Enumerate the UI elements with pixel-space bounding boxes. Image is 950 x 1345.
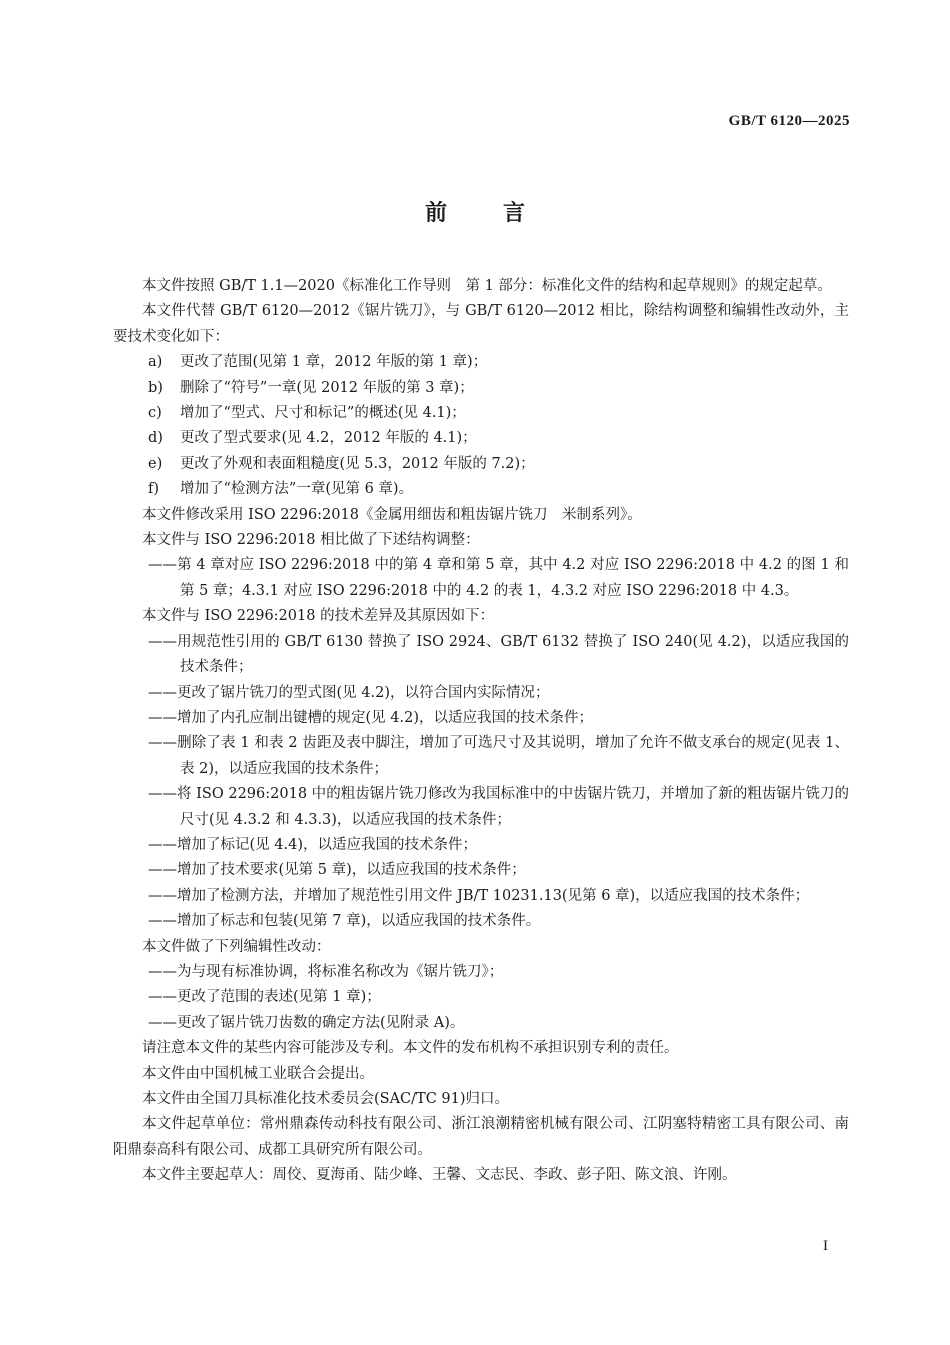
tech-diff-item [113,630,849,681]
editorial-item [113,985,849,1010]
change-item-text: 删除了“符号”一章(见 2012 年版的第 3 章)； [180,379,474,396]
tech-diff-text: ——增加了标记(见 4.4)，以适应我国的技术条件； [148,836,477,853]
change-item [113,376,849,401]
tech-diff-text: ——用规范性引用的 GB/T 6130 替换了 ISO 2924、GB/T 6132 替换了 ISO 240(见 4.2)，以适应我国的技术条件； [148,633,849,676]
tech-diff-item [113,858,849,883]
tech-diff-item [113,884,849,909]
document-body [113,274,849,1189]
adoption-paragraph: 本文件修改采用 ISO 2296:2018《金属用细齿和粗齿锯片铣刀 米制系列》。 [142,506,642,523]
tech-diff-text: ——增加了技术要求(见第 5 章)，以适应我国的技术条件； [148,862,526,879]
tech-diff-text: ——增加了标志和包装(见第 7 章)，以适应我国的技术条件。 [148,913,541,930]
change-item-label: c) [148,405,162,422]
change-item-text: 增加了“型式、尺寸和标记”的概述(见 4.1)； [180,405,466,422]
change-item [113,477,849,502]
tech-diff-item [113,909,849,934]
committee-paragraph: 本文件由全国刀具标准化技术委员会(SAC/TC 91)归口。 [142,1091,510,1107]
page-number: I [823,1238,828,1254]
change-item [113,401,849,426]
change-item-text: 增加了“检测方法”一章(见第 6 章)。 [180,481,414,498]
change-item [113,350,849,375]
editorial-item-text: ——更改了范围的表述(见第 1 章)； [148,989,381,1006]
change-item-text: 更改了型式要求(见 4.2，2012 年版的 4.1)； [180,430,477,447]
change-item-label: b) [148,379,163,396]
tech-diff-item [113,782,849,833]
drafters-paragraph: 本文件主要起草人：周佼、夏海甬、陆少峰、王馨、文志民、李政、彭子阳、陈文浪、许刚。 [142,1167,737,1184]
page-title: 前言 [424,201,581,226]
change-item [113,452,849,477]
structure-item-text: ——第 4 章对应 ISO 2296:2018 中的第 4 章和第 5 章，其中 4.2 对应 ISO 2296:2018 中 4.2 的图 1 和第 5 章；4.3.1 对应 ISO 2296:2018 中的 4.2 的表 1，4.3.2 对应 ISO 2296:2018 中 4.3。 [148,557,849,599]
standard-code: GB/T 6120—2025 [728,113,850,129]
tech-diff-text: ——删除了表 1 和表 2 齿距及表中脚注，增加了可选尺寸及其说明，增加了允许不做支承台的规定(见表 1、表 2)，以适应我国的技术条件； [148,735,849,777]
tech-diff-text: ——增加了检测方法，并增加了规范性引用文件 JB/T 10231.13(见第 6 章)，以适应我国的技术条件； [148,887,810,904]
change-item-label: a) [148,354,163,371]
technical-diff-paragraph: 本文件与 ISO 2296:2018 的技术差异及其原因如下： [142,608,495,625]
intro-paragraph-2: 本文件代替 GB/T 6120—2012《锯片铣刀》，与 GB/T 6120—2012 相比，除结构调整和编辑性改动外，主要技术变化如下： [113,303,849,345]
structure-paragraph: 本文件与 ISO 2296:2018 相比做了下述结构调整： [142,532,480,549]
change-item [113,426,849,451]
tech-diff-item [113,706,849,731]
drafting-units-paragraph: 本文件起草单位：常州鼎森传动科技有限公司、浙江浪潮精密机械有限公司、江阴塞特精密工具有限公司、南阳鼎泰高科有限公司、成都工具研究所有限公司。 [113,1116,849,1158]
tech-diff-text: ——更改了锯片铣刀的型式图(见 4.2)，以符合国内实际情况； [148,684,550,701]
change-item-label: f) [148,481,160,498]
change-item-label: e) [148,455,163,472]
tech-diff-text: ——增加了内孔应制出键槽的规定(见 4.2)，以适应我国的技术条件； [148,709,593,726]
change-item-label: d) [148,430,163,447]
patent-notice: 请注意本文件的某些内容可能涉及专利。本文件的发布机构不承担识别专利的责任。 [142,1040,679,1057]
editorial-paragraph: 本文件做了下列编辑性改动： [142,938,331,955]
change-item-text: 更改了范围(见第 1 章，2012 年版的第 1 章)； [180,354,488,371]
proposer-paragraph: 本文件由中国机械工业联合会提出。 [142,1065,374,1082]
editorial-item [113,960,849,985]
tech-diff-item [113,681,849,706]
change-item-text: 更改了外观和表面粗糙度(见 5.3，2012 年版的 7.2)； [180,455,535,472]
structure-item [113,553,849,604]
tech-diff-item [113,731,849,782]
tech-diff-item [113,833,849,858]
editorial-item-text: ——为与现有标准协调，将标准名称改为《锯片铣刀》； [148,963,504,980]
tech-diff-text: ——将 ISO 2296:2018 中的粗齿锯片铣刀修改为我国标准中的中齿锯片铣刀，并增加了新的粗齿锯片铣刀的尺寸(见 4.3.2 和 4.3.3)，以适应我国的技术条件； [148,786,849,828]
editorial-item [113,1011,849,1036]
editorial-item-text: ——更改了锯片铣刀齿数的确定方法(见附录 A)。 [148,1014,465,1031]
intro-paragraph-1: 本文件按照 GB/T 1.1—2020《标准化工作导则 第 1 部分：标准化文件的结构和起草规则》的规定起草。 [142,278,832,294]
